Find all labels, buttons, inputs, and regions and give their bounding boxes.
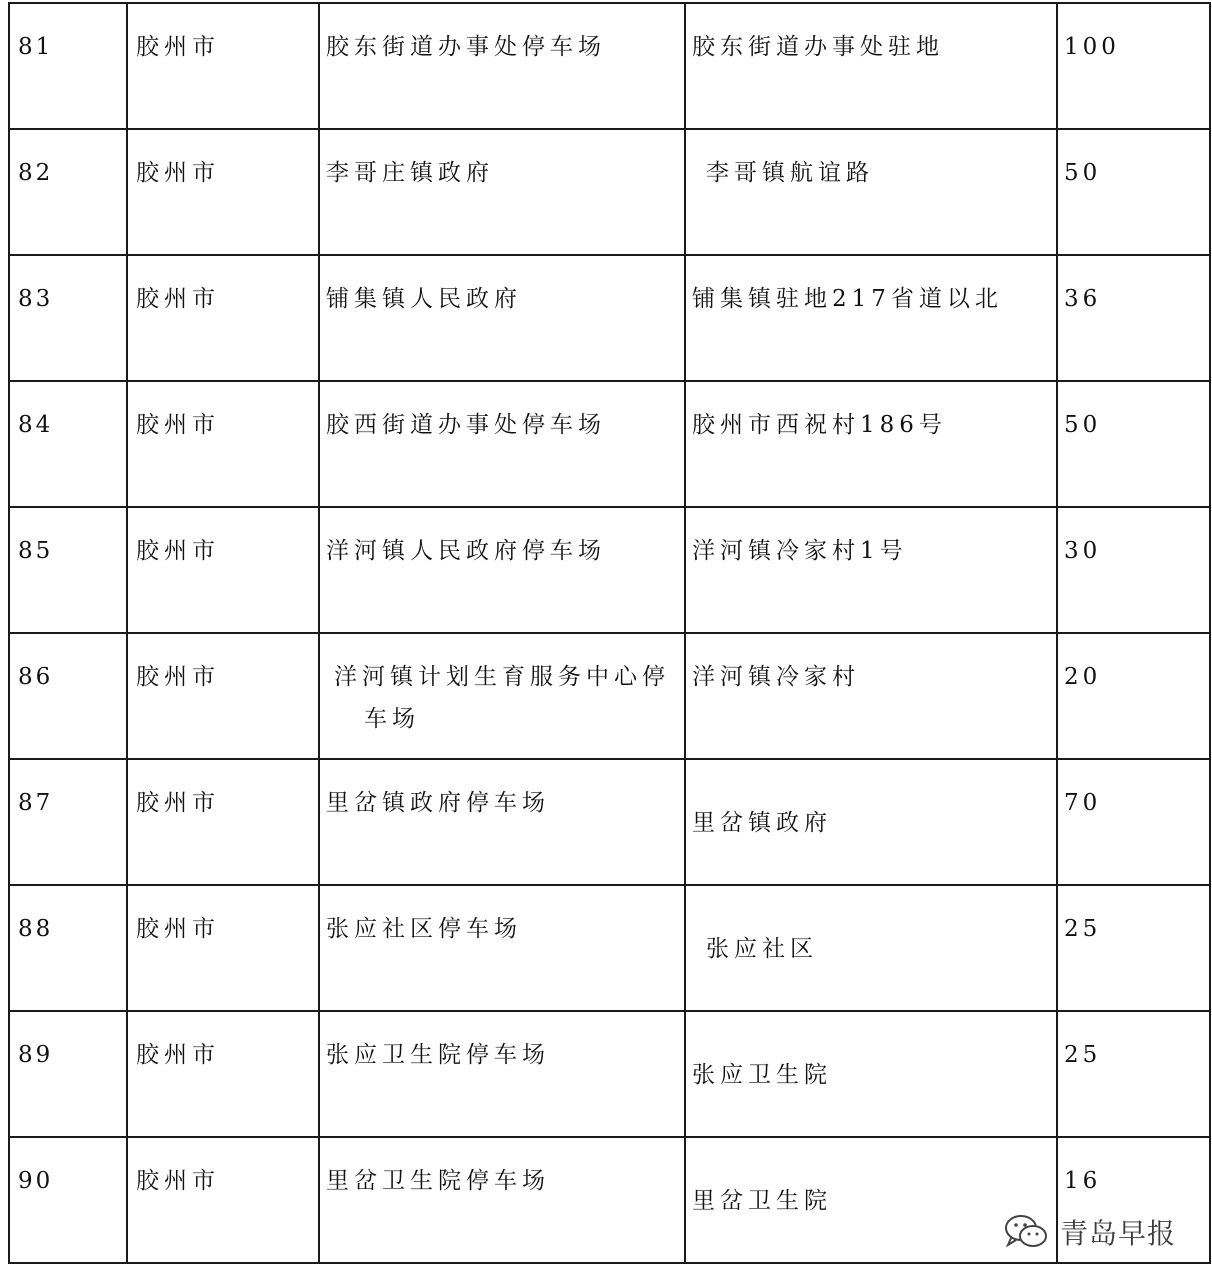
address-cell: 里岔镇政府 [692, 810, 832, 836]
parking-name-cell: 铺集镇人民政府 [326, 286, 522, 312]
watermark [1002, 1212, 1176, 1252]
space-count-cell: 20 [1064, 664, 1102, 690]
table-row [9, 633, 1210, 759]
table-row [9, 759, 1210, 885]
city-cell: 胶州市 [136, 790, 220, 816]
address-cell: 里岔卫生院 [692, 1188, 832, 1214]
watermark-text: 青岛早报 [1059, 1217, 1176, 1250]
row-number: 83 [18, 286, 54, 312]
city-cell: 胶州市 [136, 160, 220, 186]
address-cell: 洋河镇冷家村1号 [692, 538, 908, 564]
parking-name-cell: 里岔镇政府停车场 [326, 790, 550, 816]
parking-name-cell: 李哥庄镇政府 [326, 160, 494, 186]
parking-name-line1: 洋河镇计划生育服务中心停 [334, 664, 670, 690]
address-cell: 洋河镇冷家村 [692, 664, 860, 690]
table-row [9, 507, 1210, 633]
wechat-icon [1002, 1212, 1052, 1252]
table-row [9, 3, 1210, 129]
table-row [9, 381, 1210, 507]
address-cell: 李哥镇航谊路 [706, 160, 874, 186]
city-cell: 胶州市 [136, 664, 220, 690]
space-count-cell: 50 [1064, 412, 1102, 438]
row-number: 84 [18, 412, 54, 438]
city-cell: 胶州市 [136, 1168, 220, 1194]
address-cell: 张应卫生院 [692, 1062, 832, 1088]
table-row [9, 1011, 1210, 1137]
parking-table [8, 2, 1211, 1264]
row-number: 89 [18, 1042, 54, 1068]
parking-name-cell: 张应卫生院停车场 [326, 1042, 550, 1068]
address-cell: 胶东街道办事处驻地 [692, 34, 944, 60]
row-number: 81 [18, 34, 54, 60]
table-row [9, 255, 1210, 381]
city-cell: 胶州市 [136, 916, 220, 942]
address-cell: 铺集镇驻地217省道以北 [692, 286, 1003, 312]
row-number: 90 [18, 1168, 54, 1194]
address-cell: 张应社区 [706, 936, 818, 962]
parking-name-line2: 车场 [364, 706, 420, 732]
row-number: 87 [18, 790, 54, 816]
parking-name-cell: 胶西街道办事处停车场 [326, 412, 606, 438]
space-count-cell: 16 [1064, 1168, 1102, 1194]
parking-name-cell [320, 634, 684, 740]
table-row [9, 129, 1210, 255]
city-cell: 胶州市 [136, 538, 220, 564]
space-count-cell: 30 [1064, 538, 1102, 564]
city-cell: 胶州市 [136, 34, 220, 60]
city-cell: 胶州市 [136, 286, 220, 312]
table-row [9, 885, 1210, 1011]
parking-name-cell: 洋河镇人民政府停车场 [326, 538, 606, 564]
row-number: 86 [18, 664, 54, 690]
parking-name-cell: 胶东街道办事处停车场 [326, 34, 606, 60]
space-count-cell: 100 [1064, 34, 1120, 60]
row-number: 85 [18, 538, 54, 564]
row-number: 82 [18, 160, 54, 186]
space-count-cell: 36 [1064, 286, 1102, 312]
space-count-cell: 25 [1064, 1042, 1102, 1068]
space-count-cell: 70 [1064, 790, 1102, 816]
space-count-cell: 50 [1064, 160, 1102, 186]
row-number: 88 [18, 916, 54, 942]
space-count-cell: 25 [1064, 916, 1102, 942]
city-cell: 胶州市 [136, 1042, 220, 1068]
address-cell: 胶州市西祝村186号 [692, 412, 947, 438]
parking-name-cell: 张应社区停车场 [326, 916, 522, 942]
parking-name-cell: 里岔卫生院停车场 [326, 1168, 550, 1194]
city-cell: 胶州市 [136, 412, 220, 438]
